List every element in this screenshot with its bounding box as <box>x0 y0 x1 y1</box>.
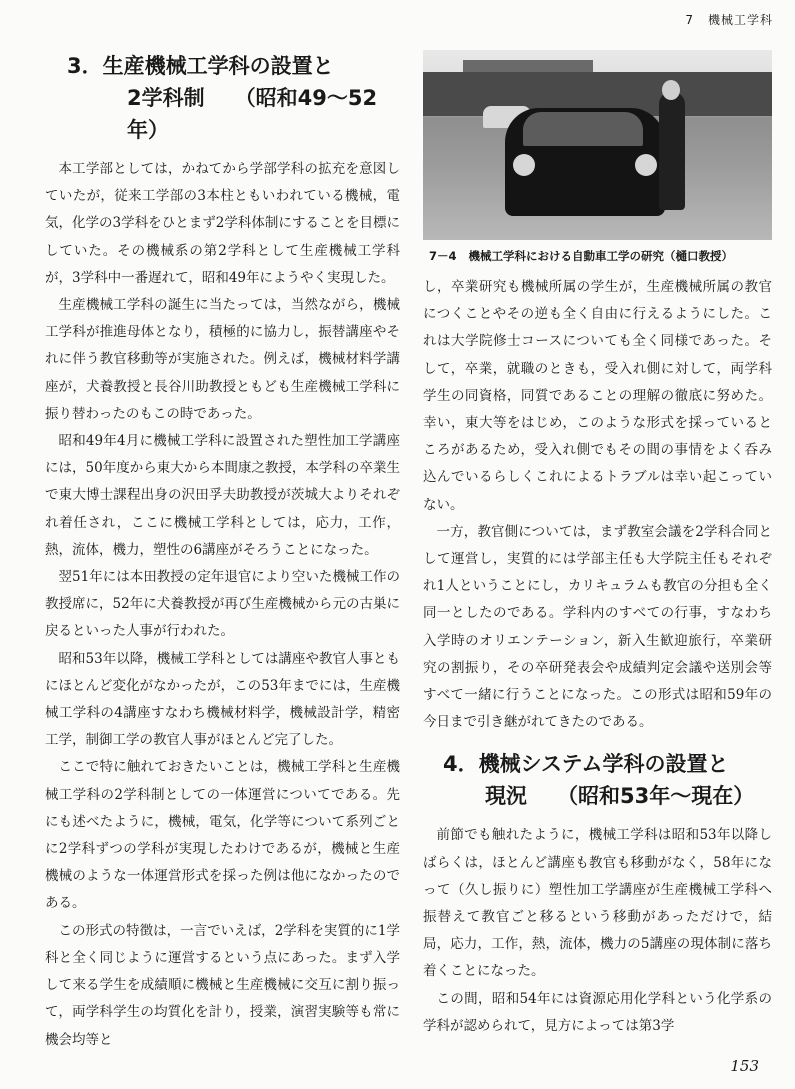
section3-paragraph: この形式の特徴は，一言でいえば，2学科を実質的に1学科と全く同じように運営するという点にあった。まず入学して来る学生を成績順に機械と生産機械に交互に割り振って，両学科学生の均質化を計り，授業，演習実験等も常に機会均等と <box>45 922 400 1048</box>
section4-heading <box>423 748 772 812</box>
section3-paragraph: 昭和49年4月に機械工学科に設置された塑性加工学講座には，50年度から東大から本間康之教授，本学科の卒業生で東大博士課程出身の沢田孚夫助教授が茨城大よりそれぞれ着任され，ここに機械工学科としては，応力，工作，熱，流体，機力，塑性の6講座がそろうことになった。 <box>45 433 400 558</box>
figure-photo <box>423 50 772 240</box>
section4-paragraph: 前節でも触れたように，機械工学科は昭和53年以降しばらくは，ほとんど講座も教官も移動がなく，58年になって（久し振りに）塑性加工学講座が生産機械工学科へ振替えて教官ごと移るという移動があっただけで，結局，応力，工作，熱，流体，機力の5講座の現体制に落ち着くことになった。 <box>423 827 772 980</box>
right-column <box>423 50 772 1040</box>
figure-caption-text: 機械工学科における自動車工学の研究（樋口教授） <box>468 249 734 263</box>
section4-period: （昭和53年～現在） <box>557 784 755 809</box>
section3-title-line2: 2学科制 <box>127 86 205 110</box>
section4-title-line1: 4．機械システム学科の設置と <box>443 752 729 777</box>
figure-number: 7－4 <box>429 249 457 263</box>
section3-period: （昭和49～52年） <box>127 86 378 142</box>
photo-person-head <box>662 80 680 100</box>
section3-heading <box>45 50 400 146</box>
paragraph: 一方，教官側については，まず教室会議を2学科合同として運営し，実質的には学部主任も大学院主任もそれぞれ1人ということにし，カリキュラムも教官の分担も全く同一としたのである。学科内のすべての行事，すなわち入学時のオリエンテーション，新入生歓迎旅行，卒業研究の割振り，その卒研発表会や成績判定会議や送別会等すべて一緒に行うことになった。この形式は昭和59年の今日まで引き継がれてきたのである。 <box>423 523 772 731</box>
chapter-number: 7 <box>685 13 694 27</box>
running-header <box>685 11 773 28</box>
section3-paragraph: 翌51年には本田教授の定年退官により空いた機械工作の教授席に，52年に犬養教授が再び生産機械から元の古巣に戻るといった人事が行われた。 <box>45 569 400 640</box>
section3-paragraph: 生産機械工学科の誕生に当たっては，当然ながら，機械工学科が推進母体となり，積極的に協力し，振替講座やそれに伴う教官移動等が実施された。例えば，機械材料学講座が，犬養教授と長谷川助教授ともども生産機械工学科に振り替わったのもこの時であった。 <box>45 297 400 422</box>
chapter-title: 機械工学科 <box>707 13 773 27</box>
photo-car-windshield <box>523 112 643 146</box>
section3-paragraph: 昭和53年以降，機械工学科としては講座や教官人事ともにほとんど変化がなかったが，この53年までには，生産機械工学科の4講座すなわち機械材料学，機械設計学，精密工学，制御工学の教官人事がほとんど完了した。 <box>45 650 400 749</box>
section3-paragraph: ここで特に触れておきたいことは，機械工学科と生産機械工学科の2学科制としての一体運営についてである。先にも述べたように，機械，電気，化学等について系列ごとに2学科ずつの学科が実現したわけであるが，機械と生産機械のような一体運営形式を採った例は他になかったのである。 <box>45 759 400 912</box>
photo-car-headlight-right <box>635 154 657 176</box>
section4-title-line2: 現況 <box>485 784 527 809</box>
photo-car-headlight-left <box>513 154 535 176</box>
section4-paragraph: この間，昭和54年には資源応用化学科という化学系の学科が認められて，見方によっては第3学 <box>423 990 772 1034</box>
section3-paragraph: 本工学部としては，かねてから学部学科の拡充を意図していたが，従来工学部の3本柱ともいわれている機械，電気，化学の3学科をひとまず2学科体制にすることを目標にしていた。その機械系の第2学科として生産機械工学科が，3学科中一番遅れて，昭和49年にようやく実現した。 <box>45 161 400 286</box>
page-number: 153 <box>730 1057 759 1075</box>
continued-paragraph: し，卒業研究も機械所属の学生が，生産機械所属の教官につくことやその逆も全く自由に行えるようにした。これは大学院修士コースについても全く同様であった。そして，卒業，就職のときも，受入れ側に対して，両学科学生の同資格，同質であることの理解の徹底に努めた。幸い，東大等をはじめ，このような形式を採っているところがあるため，受入れ側でもその間の事情をよく呑み込んでいるらしくこれによるトラブルは幸い起こっていない。 <box>423 279 772 513</box>
section3-title-line1: 3．生産機械工学科の設置と <box>67 54 334 78</box>
left-column <box>45 50 400 1054</box>
figure-caption <box>429 248 772 264</box>
photo-person <box>659 92 685 210</box>
section4 <box>423 748 772 1040</box>
